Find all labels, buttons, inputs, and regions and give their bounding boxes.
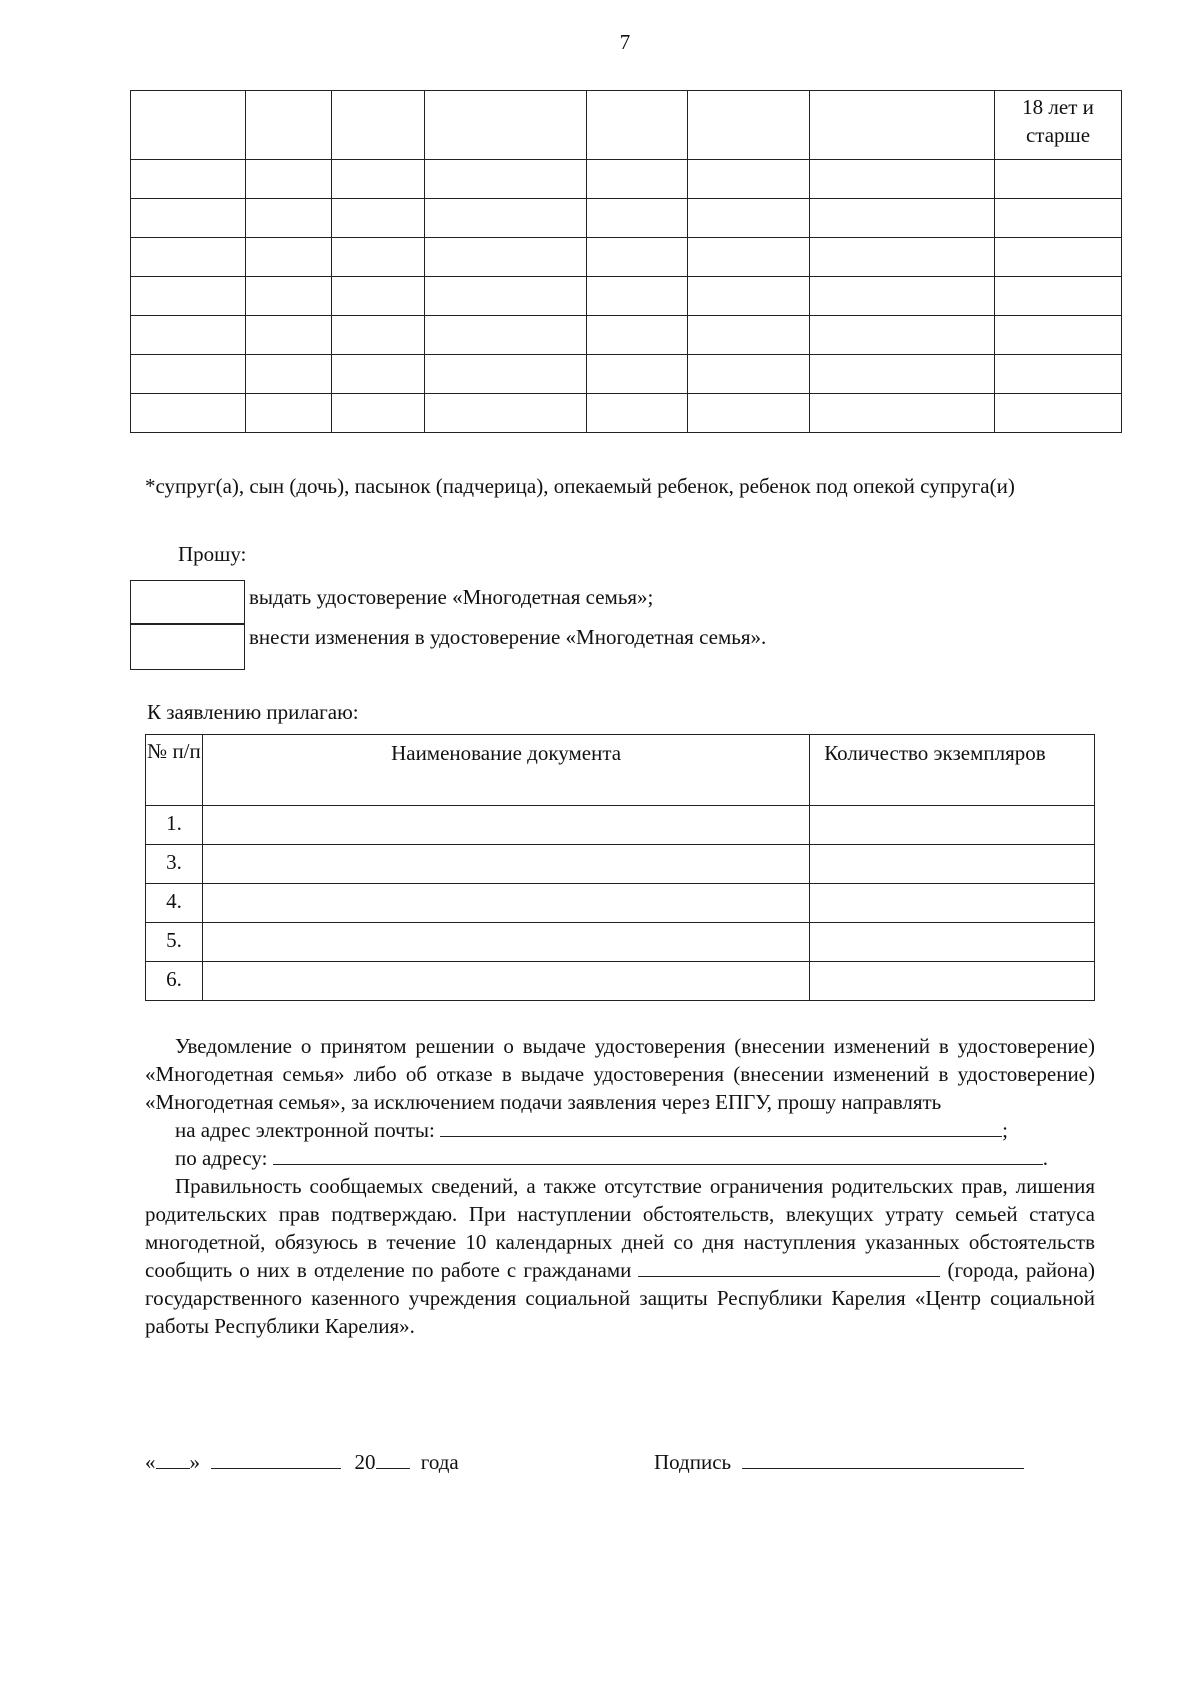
table-cell[interactable] — [245, 394, 331, 433]
checkbox-change[interactable] — [130, 623, 245, 670]
age-column-header: 18 лет и старше — [995, 91, 1122, 160]
table-row — [131, 394, 1122, 433]
table-cell[interactable] — [688, 355, 810, 394]
signature-row: « » 20 года Подпись — [145, 1448, 1095, 1475]
page-number: 7 — [619, 30, 631, 54]
table-cell[interactable] — [688, 91, 810, 160]
table-cell[interactable] — [424, 160, 587, 199]
table-row — [131, 160, 1122, 199]
quantity-cell[interactable] — [810, 962, 1095, 1001]
table-cell[interactable] — [131, 355, 246, 394]
table-cell[interactable] — [331, 277, 424, 316]
table-cell[interactable] — [810, 394, 995, 433]
table-cell[interactable] — [810, 316, 995, 355]
table-cell[interactable] — [587, 91, 688, 160]
header-number: № п/п — [146, 735, 203, 806]
year-input[interactable] — [376, 1448, 410, 1469]
table-cell[interactable] — [587, 316, 688, 355]
table-cell[interactable] — [131, 160, 246, 199]
department-input[interactable] — [638, 1256, 940, 1277]
table-cell[interactable] — [331, 316, 424, 355]
table-cell[interactable] — [810, 91, 995, 160]
option-issue-label: выдать удостоверение «Многодетная семья»; — [249, 585, 654, 609]
table-cell[interactable] — [245, 316, 331, 355]
table-row — [131, 199, 1122, 238]
request-option-change[interactable] — [130, 623, 245, 670]
table-row — [146, 962, 1095, 1001]
table-cell[interactable] — [131, 394, 246, 433]
table-cell[interactable] — [245, 238, 331, 277]
table-cell[interactable] — [331, 91, 424, 160]
table-cell[interactable] — [245, 355, 331, 394]
table-cell[interactable] — [688, 394, 810, 433]
table-cell[interactable] — [995, 316, 1122, 355]
table-cell[interactable] — [688, 277, 810, 316]
table-cell[interactable] — [131, 277, 246, 316]
request-option-issue[interactable] — [130, 580, 245, 625]
table-cell[interactable] — [245, 277, 331, 316]
table-cell[interactable] — [995, 355, 1122, 394]
table-cell[interactable] — [424, 199, 587, 238]
table-cell[interactable] — [587, 394, 688, 433]
table-cell[interactable] — [587, 277, 688, 316]
signature-label: Подпись — [654, 1450, 732, 1474]
table-row — [131, 277, 1122, 316]
table-cell[interactable] — [995, 277, 1122, 316]
address-input[interactable] — [273, 1144, 1043, 1165]
table-cell[interactable] — [424, 355, 587, 394]
table-cell[interactable] — [587, 238, 688, 277]
row-number: 6. — [146, 962, 203, 1001]
row-number: 3. — [146, 845, 203, 884]
table-row — [146, 884, 1095, 923]
table-cell[interactable] — [331, 199, 424, 238]
quantity-cell[interactable] — [810, 845, 1095, 884]
table-cell[interactable] — [245, 160, 331, 199]
table-cell[interactable] — [587, 160, 688, 199]
table-cell[interactable] — [424, 277, 587, 316]
table-cell[interactable] — [587, 199, 688, 238]
document-name-cell[interactable] — [202, 845, 809, 884]
table-cell[interactable] — [688, 199, 810, 238]
table-cell[interactable] — [995, 160, 1122, 199]
table-row — [131, 238, 1122, 277]
table-header-row — [146, 735, 1095, 806]
table-row — [146, 806, 1095, 845]
header-quantity: Количество экземпляров — [810, 735, 1095, 806]
table-cell[interactable] — [810, 355, 995, 394]
request-label: Прошу: — [178, 542, 247, 566]
table-row — [131, 355, 1122, 394]
attachments-table — [145, 734, 1095, 1001]
table-cell[interactable] — [995, 199, 1122, 238]
table-header-row — [131, 91, 1122, 160]
table-cell[interactable] — [245, 199, 331, 238]
quantity-cell[interactable] — [810, 923, 1095, 962]
row-number: 1. — [146, 806, 203, 845]
signature-input[interactable] — [742, 1448, 1024, 1469]
quantity-cell[interactable] — [810, 884, 1095, 923]
email-line: на адрес электронной почты: ; — [175, 1118, 1008, 1142]
table-cell[interactable] — [688, 238, 810, 277]
address-line: по адресу: . — [175, 1146, 1048, 1170]
checkbox-issue[interactable] — [130, 580, 245, 625]
table-cell[interactable] — [331, 160, 424, 199]
table-cell[interactable] — [995, 394, 1122, 433]
email-input[interactable] — [440, 1116, 1002, 1137]
table-cell[interactable] — [995, 238, 1122, 277]
table-cell[interactable] — [688, 160, 810, 199]
month-input[interactable] — [211, 1448, 341, 1469]
footnote: *супруг(а), сын (дочь), пасынок (падчерица), опекаемый ребенок, ребенок под опекой супруга(и) — [145, 474, 1015, 498]
table-cell[interactable] — [587, 355, 688, 394]
header-document-name: Наименование документа — [202, 735, 809, 806]
table-row — [131, 316, 1122, 355]
table-row — [146, 845, 1095, 884]
family-members-table — [130, 90, 1122, 433]
confirmation-paragraph: Правильность сообщаемых сведений, а также отсутствие ограничения родительских прав, лишения родительских прав подтверждаю. При наступлении обстоятельств, влекущих утрату семьей статуса многодетной, обязуюсь в течение 10 календарных дней со дня наступления указанных обстоятельств сообщить о них в отделение по работе с гражданами (города, района) государственного казенного учреждения социальной защиты Республики Карелия «Центр социальной работы Республики Карелия». — [145, 1174, 1095, 1338]
quantity-cell[interactable] — [810, 806, 1095, 845]
table-cell[interactable] — [424, 238, 587, 277]
attachments-label: К заявлению прилагаю: — [147, 700, 359, 724]
document-name-cell[interactable] — [202, 923, 809, 962]
table-cell[interactable] — [131, 238, 246, 277]
row-number: 4. — [146, 884, 203, 923]
table-cell[interactable] — [245, 91, 331, 160]
table-cell[interactable] — [424, 394, 587, 433]
table-cell[interactable] — [688, 316, 810, 355]
option-change-label: внести изменения в удостоверение «Многодетная семья». — [249, 625, 767, 649]
table-cell[interactable] — [131, 199, 246, 238]
table-cell[interactable] — [331, 394, 424, 433]
table-cell[interactable] — [810, 160, 995, 199]
table-cell[interactable] — [131, 91, 246, 160]
notice-paragraph: Уведомление о принятом решении о выдаче удостоверения (внесении изменений в удостоверение) «Многодетная семья» либо об отказе в выдаче удостоверения (внесении изменений в удостоверение) «Многодетная семья», за исключением подачи заявления через ЕПГУ, прошу направлять — [145, 1034, 1095, 1114]
row-number: 5. — [146, 923, 203, 962]
table-cell[interactable] — [331, 355, 424, 394]
table-cell[interactable] — [810, 199, 995, 238]
table-row — [146, 923, 1095, 962]
table-cell[interactable] — [424, 316, 587, 355]
table-cell[interactable] — [810, 238, 995, 277]
document-name-cell[interactable] — [202, 884, 809, 923]
notice-section — [145, 1032, 1095, 1340]
table-cell[interactable] — [131, 316, 246, 355]
table-cell[interactable] — [810, 277, 995, 316]
table-cell[interactable] — [331, 238, 424, 277]
document-name-cell[interactable] — [202, 806, 809, 845]
table-cell[interactable] — [424, 91, 587, 160]
document-name-cell[interactable] — [202, 962, 809, 1001]
day-input[interactable] — [156, 1448, 190, 1469]
